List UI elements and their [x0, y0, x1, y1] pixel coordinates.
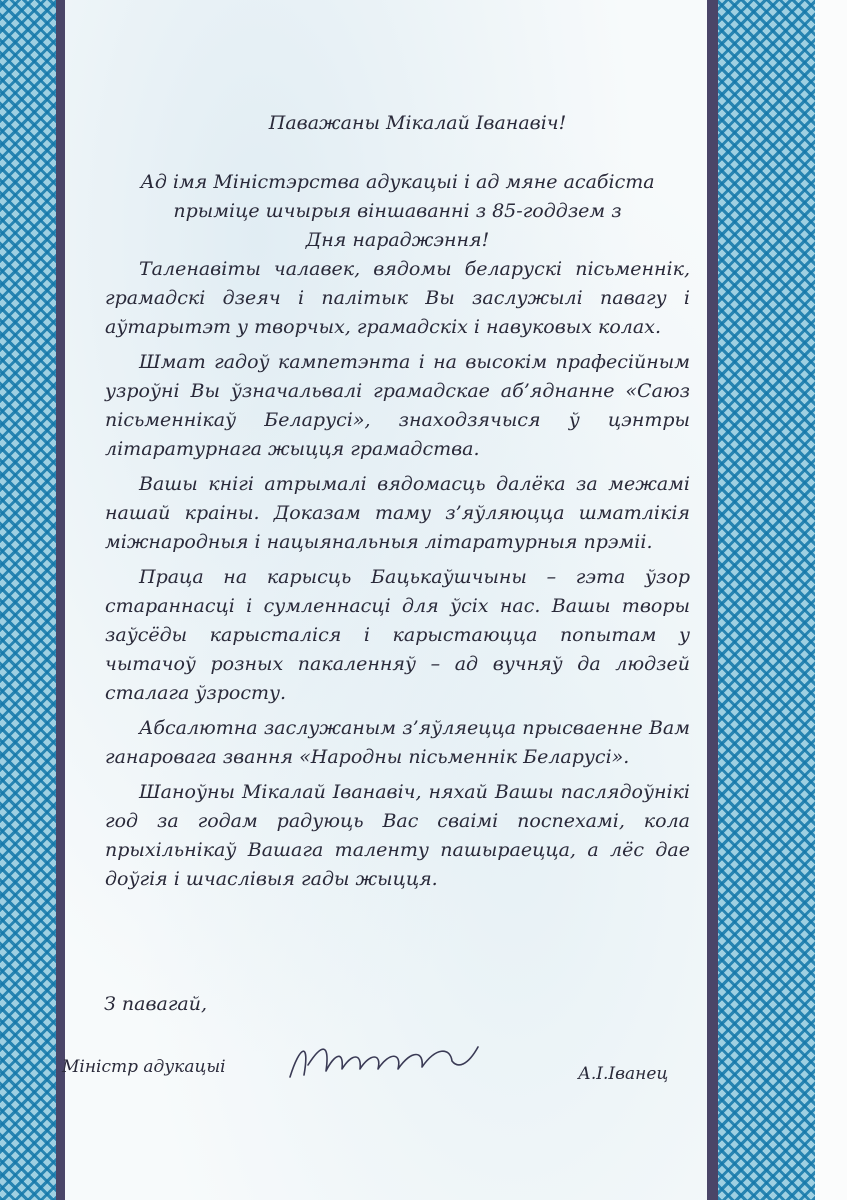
paragraph-2: [105, 348, 690, 464]
ornament-border-left: [0, 0, 56, 1200]
paragraph-text: Шмат гадоў кампетэнта і на высокім прафесійным узроўні Вы ўзначальвалі грамадскае аб’яднанне «Саюз пісьменнікаў Беларусі», знаходзячыся ў цэнтры літаратурнага жыцця грамадства.: [105, 351, 690, 460]
page-margin-right: [815, 0, 847, 1200]
handwritten-signature: [282, 1035, 502, 1085]
ornament-border-right: [718, 0, 815, 1200]
paragraph-6: [105, 778, 690, 894]
paragraph-text: Таленавіты чалавек, вядомы беларускі пісьменнік, грамадскі дзеяч і палітык Вы заслужылі павагу і аўтарытэт у творчых, грамадскіх і навуковых колах.: [105, 258, 690, 338]
paragraph-3: [105, 470, 690, 557]
signer-title: Міністр адукацыі: [62, 1057, 226, 1077]
border-stripe-right: [707, 0, 718, 1200]
letter-body: [105, 112, 690, 894]
border-stripe-left: [56, 0, 65, 1200]
paragraph-text: Праца на карысць Бацькаўшчыны – гэта ўзор стараннасці і сумленнасці для ўсіх нас. Вашы творы заўсёды карысталіся і карыстаюцца попытам у чытачоў розных пакаленняў – ад вучняў да людзей сталага ўзросту.: [105, 566, 690, 704]
signer-name: А.І.Іванец: [578, 1064, 669, 1084]
paragraph-4: [105, 563, 690, 708]
paragraph-text: Вашы кнігі атрымалі вядомасць далёка за межамі нашай краіны. Доказам таму з’яўляюцца шматлікія міжнародныя і нацыянальныя літаратурныя прэміі.: [105, 473, 690, 553]
paragraph-1: [105, 255, 690, 342]
intro-line: Дня нараджэння!: [305, 229, 490, 251]
salutation: Паважаны Мікалай Іванавіч!: [268, 112, 567, 134]
paragraph-5: [105, 714, 690, 772]
intro-line: прыміце шчырыя віншаванні з 85-годдзем з: [173, 200, 622, 222]
paragraph-text: Шаноўны Мікалай Іванавіч, няхай Вашы паслядоўнікі год за годам радуюць Вас сваімі поспехамі, кола прыхільнікаў Вашага таленту пашыраецца, а лёс дае доўгія і шчаслівыя гады жыцця.: [105, 781, 690, 890]
intro-block: [105, 168, 690, 255]
paragraph-text: Абсалютна заслужаным з’яўляецца прысваенне Вам ганаровага звання «Народны пісьменнік Беларусі».: [105, 717, 690, 768]
closing-phrase: З павагай,: [104, 993, 208, 1015]
intro-line: Ад імя Міністэрства адукацыі і ад мяне асабіста: [140, 171, 655, 193]
